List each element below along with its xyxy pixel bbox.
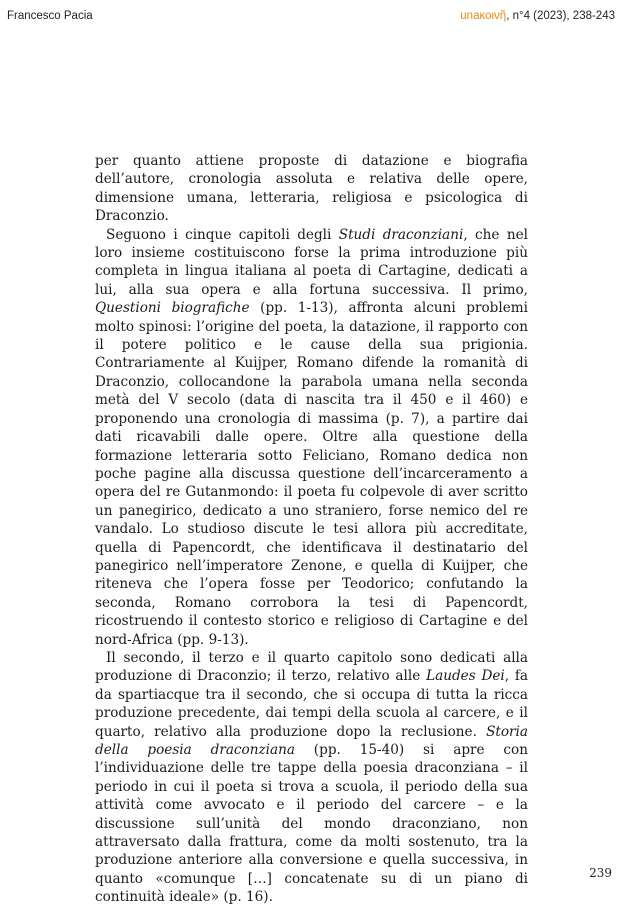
text-run: (pp. 15-40) si apre con l’individuazione delle tre tappe della poesia draconziana – il periodo in cui il poeta si trova a scuola, il periodo della sua attività come avvocato e il periodo del carcere – e la discussione sull’unità del mondo draconziano, non attraversato dalla frattura, come da molti sostenuto, tra la produzione anteriore alla conversione e quella successiva, in quanto «comunque […] concatenate su di un piano di continuità ideale» (p. 16). [95,742,528,906]
text-run: per quanto attiene proposte di datazione e biografia dell’autore, cronologia assoluta e relativa delle opere, dimensione umana, letteraria, religiosa e psicologica di Draconzio. [95,153,528,225]
body-paragraph [95,152,528,226]
journal-logo-una: una [460,10,480,22]
running-head-author: Francesco Pacia [7,10,93,22]
italic-title: Laudes Dei [426,668,505,685]
page-number: 239 [589,866,612,880]
article-body [95,152,528,907]
italic-title: Questioni biografiche [95,300,250,317]
running-head-journal [460,9,615,23]
italic-title: Studi draconziani [338,226,464,243]
text-run: (pp. 1-13), affronta alcuni problemi molto spinosi: l’origine del poeta, la datazione, il rapporto con il potere politico e le cause della sua prigionia. Contrariamente al Kuijper, Romano difende la romanità di Draconzio, collocandone la parabola umana nella seconda metà del V secolo (data di nascita tra il 450 e il 460) e proponendo una cronologia di massima (p. 7), a partire dai dati ricavabili dalle opere. Oltre alla questione della formazione letteraria sotto Feliciano, Romano dedica non poche pagine alla discussa questione dell’incarceramento a opera del re Gutanmondo: il poeta fu colpevole di aver scritto un panegirico, dedicato a uno straniero, forse nemico del re vandalo. Lo studioso discute le tesi allora più accreditate, quella di Papencordt, che identificava il destinatario del panegirico nell’imperatore Zenone, e quella di Kuijper, che riteneva che l’opera fosse per Teodorico; confutando la seconda, Romano corrobora la tesi di Papencordt, ricostruendo il contesto storico e religioso di Cartagine e del nord-Africa (pp. 9-13). [95,300,528,648]
journal-logo [460,10,506,22]
journal-citation: , n°4 (2023), 238-243 [506,10,615,22]
body-paragraph [95,649,528,907]
body-paragraph [95,226,528,649]
journal-logo-koine: κοινῆ [479,10,507,22]
text-run: , fa da spartiacque tra il secondo, che si occupa di tutta la ricca produzione precedente, dai tempi della scuola al carcere, e il quarto, relativo alla produzione dopo la reclusione. [95,668,528,740]
italic-title: Storia della poesia draconziana [95,723,528,758]
text-run: , che nel loro insieme costituiscono forse la prima introduzione più completa in lingua italiana al poeta di Cartagine, dedicati a lui, alla sua opera e alla fortuna successiva. Il primo, [95,226,528,298]
text-run: Seguono i cinque capitoli degli [106,226,339,243]
text-run: Il secondo, il terzo e il quarto capitolo sono dedicati alla produzione di Draconzio; il terzo, relativo alle [95,649,528,685]
